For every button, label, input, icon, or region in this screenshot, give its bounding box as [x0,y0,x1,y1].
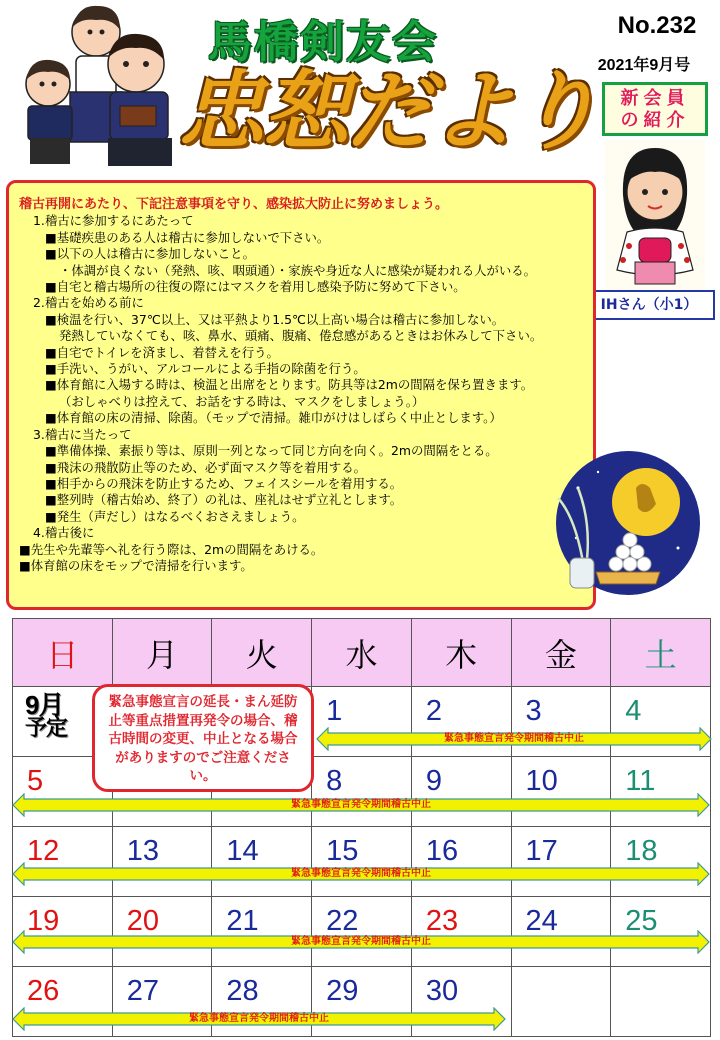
notice-line: ・体調が良くない（発熱、咳、咽頭通）・家族や身近な人に感染が疑われる人がいる。 [59,262,537,278]
calendar-day: 23 [411,897,511,967]
issue-number: No.232 [617,12,697,39]
notice-line: 4.稽古後に [33,525,95,541]
state-of-emergency-warning: 緊急事態宣言の延長・まん延防止等重点措置再発令の場合、稽古時間の変更、中止となる場合がありますのでご注意ください。 [92,684,314,792]
notice-line: ■準備体操、素振り等は、原則一列となって同じ方向を向く。2mの間隔をとる。 [45,443,498,459]
month-label: 9月 [25,690,64,720]
notice-line: ■発生（声だし）はなるべくおさえましょう。 [45,508,305,524]
notice-line: 3.稽古に当たって [33,426,132,442]
weekday-header: 水 [312,619,412,687]
new-member-heading-line2: の紹介 [620,110,690,131]
calendar-empty-cell [611,967,711,1037]
calendar-day: 22 [312,897,412,967]
calendar-day: 15 [312,827,412,897]
notice-line: ■体育館に入場する時は、検温と出席をとります。防具等は2mの間隔を保ち置きます。 [45,377,534,393]
notice-line: ■自宅と稽古場所の往復の際にはマスクを着用し感染予防に努めて下さい。 [45,279,466,295]
calendar-day: 20 [112,897,212,967]
calendar-day: 9 [411,757,511,827]
new-member-heading-line1: 新会員 [620,88,690,109]
weekday-header: 土 [611,619,711,687]
notice-line: 1.稽古に参加するにあたって [33,213,194,229]
covid-notice-panel [6,180,596,610]
notice-line: ■相手からの飛沫を防止するため、フェイスシールを着用する。 [45,475,403,491]
calendar-day: 26 [13,967,113,1037]
notice-list [19,213,585,574]
calendar-day: 18 [611,827,711,897]
notice-line: ■手洗い、うがい、アルコールによる手指の除菌を行う。 [45,361,366,377]
calendar-day: 19 [13,897,113,967]
calendar-day: 27 [112,967,212,1037]
kendo-kids-illustration [8,2,183,168]
notice-line: ■基礎疾患のある人は稽古に参加しないで下さい。 [45,229,330,245]
notice-line: ■自宅でトイレを済まし、着替えを行う。 [45,344,279,360]
newsletter-title: 忠恕だより [178,61,598,162]
calendar-day: 3 [511,687,611,757]
suspension-period-label: 緊急事態宣言発令期間稽古中止 [444,733,584,744]
notice-heading: 稽古再開にあたり、下記注意事項を守り、感染拡大防止に努めましょう。 [19,197,449,212]
calendar-day: 8 [312,757,412,827]
suspension-period-arrow [12,862,710,886]
calendar-day: 17 [511,827,611,897]
calendar-day: 4 [611,687,711,757]
notice-line: ■検温を行い、37℃以上、又は平熱より1.5℃以上高い場合は稽古に参加しない。 [45,311,505,327]
september-calendar [12,618,711,1036]
calendar-day: 21 [212,897,312,967]
calendar-day: 1 [312,687,412,757]
calendar-day: 16 [411,827,511,897]
suspension-period-arrow [316,727,712,751]
suspension-period-label: 緊急事態宣言発令期間稽古中止 [291,799,431,810]
calendar-day: 25 [611,897,711,967]
notice-line: ■整列時（稽古始め、終了）の礼は、座礼はせず立礼とします。 [45,492,403,508]
calendar-day: 5 [13,757,113,827]
weekday-header: 月 [112,619,212,687]
notice-line: ■先生や先輩等へ礼を行う際は、2mの間隔をあける。 [19,541,324,557]
calendar-day: 10 [511,757,611,827]
calendar-day: 28 [212,967,312,1037]
notice-line: （おしゃべりは控えて、お話をする時は、マスクをしましょう。） [59,393,425,409]
new-member-heading [602,82,708,136]
calendar-empty-cell [511,967,611,1037]
notice-line: 2.稽古を始める前に [33,295,144,311]
suspension-period-arrow [12,1007,506,1031]
notice-line: ■体育館の床をモップで清掃を行います。 [19,557,253,573]
suspension-period-label: 緊急事態宣言発令期間稽古中止 [291,936,431,947]
weekday-header: 木 [411,619,511,687]
suspension-period-arrow [12,793,710,817]
suspension-period-label: 緊急事態宣言発令期間稽古中止 [291,868,431,879]
calendar-day: 29 [312,967,412,1037]
weekday-header-row [13,619,711,687]
weekday-header: 金 [511,619,611,687]
new-member-illustration [605,140,705,290]
calendar-day: 13 [112,827,212,897]
notice-line: ■以下の人は稽古に参加しないこと。 [45,246,255,262]
issue-month: 2021年9月号 [597,57,691,74]
calendar-day: 14 [212,827,312,897]
moon-viewing-illustration [548,448,708,598]
new-member-caption: IHさん（小1） [583,290,715,320]
calendar-day: 24 [511,897,611,967]
calendar-day: 30 [411,967,511,1037]
month-label-sub: 予定 [25,715,68,740]
calendar-table [12,618,711,1037]
notice-line: ■飛沫の飛散防止等のため、必ず面マスク等を着用する。 [45,459,366,475]
weekday-header: 火 [212,619,312,687]
calendar-day: 12 [13,827,113,897]
notice-line: ■体育館の床の清掃、除菌。（モップで清掃。雑巾がけはしばらく中止とします。） [45,410,502,426]
calendar-day: 2 [411,687,511,757]
suspension-period-arrow [12,930,710,954]
weekday-header: 日 [13,619,113,687]
suspension-period-label: 緊急事態宣言発令期間稽古中止 [189,1013,329,1024]
notice-line: 発熱していなくても、咳、鼻水、頭痛、腹痛、倦怠感があるときはお休みして下さい。 [59,328,543,344]
calendar-day: 11 [611,757,711,827]
club-name: 馬橋剣友会 [208,17,438,68]
